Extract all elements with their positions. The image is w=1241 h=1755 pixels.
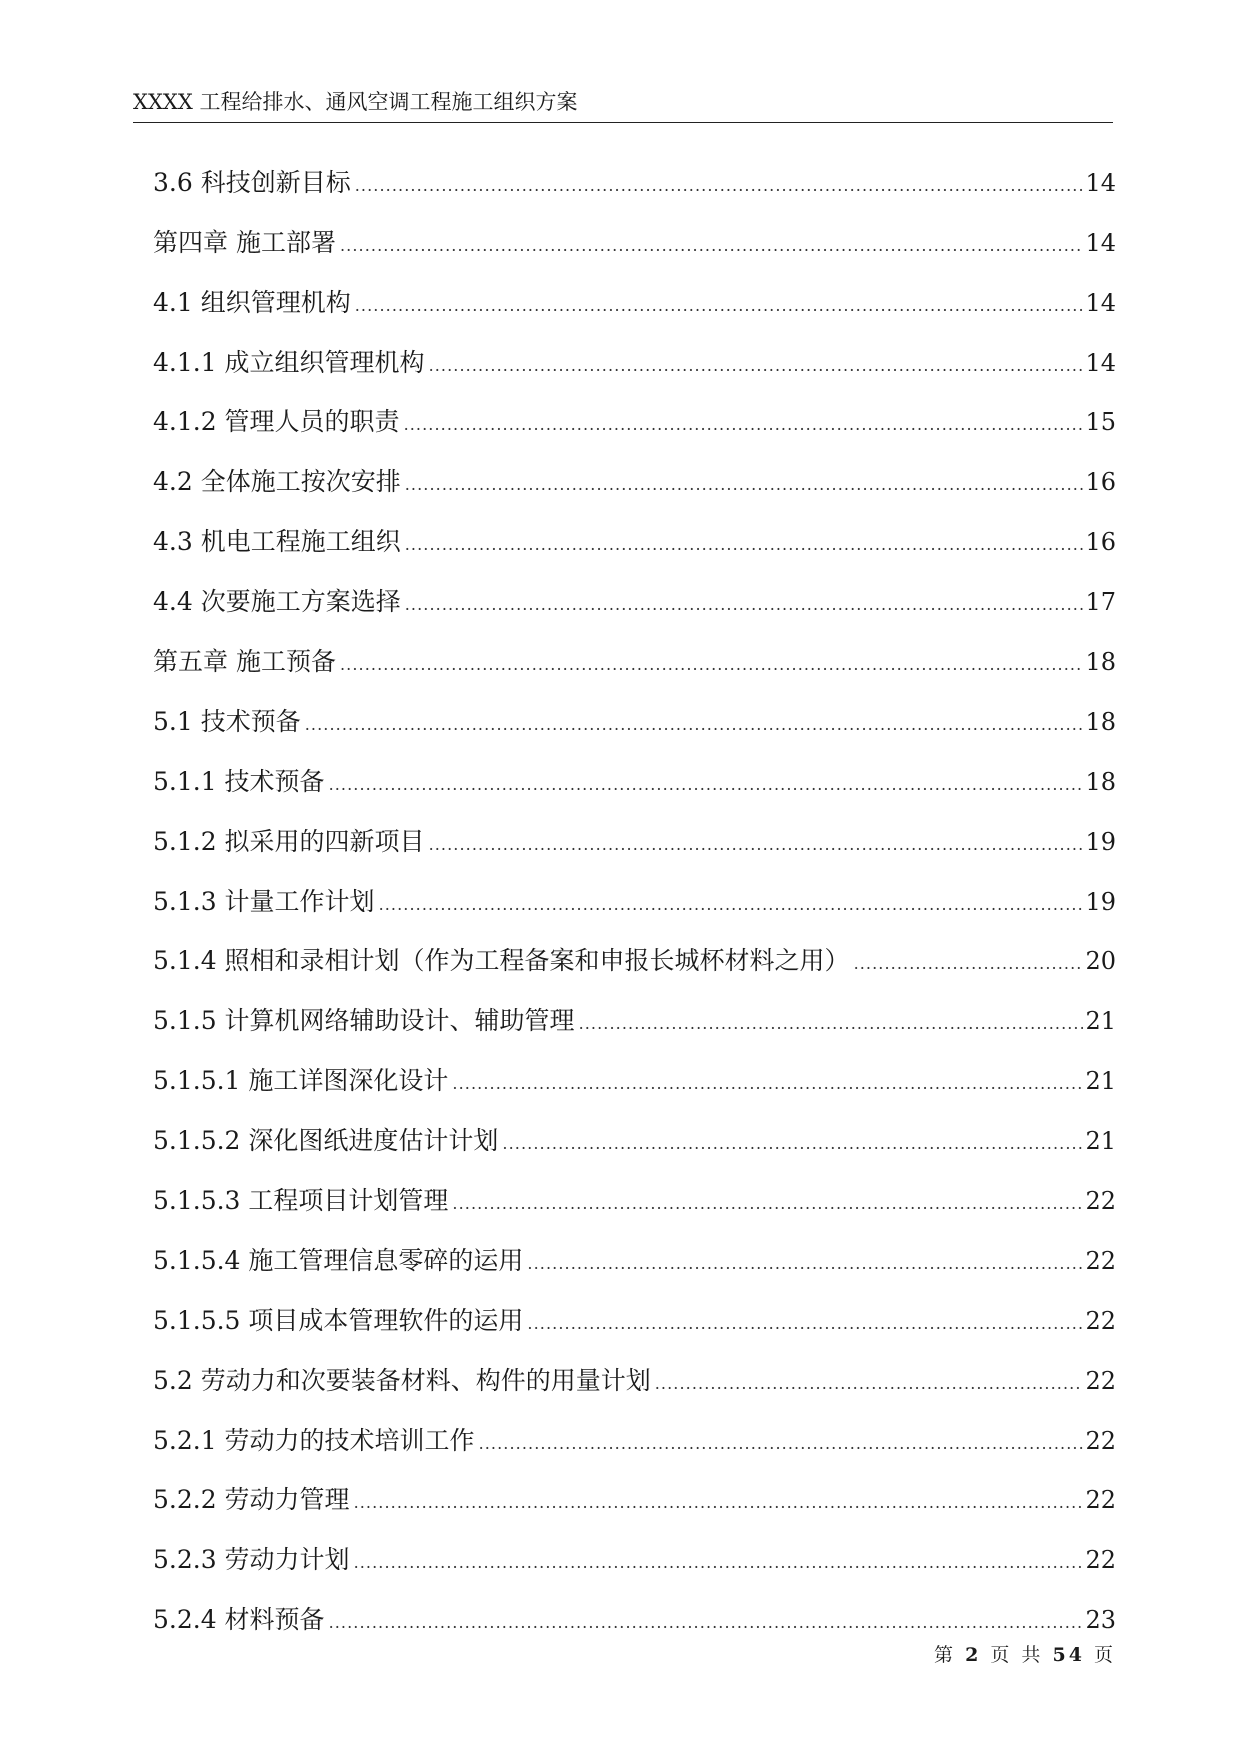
toc-entry-title: 4.1.1 成立组织管理机构	[153, 347, 425, 377]
toc-entry[interactable]	[153, 859, 1116, 919]
toc-entry-page: 22	[1085, 1486, 1116, 1515]
toc-entry-page: 17	[1085, 588, 1116, 617]
toc-entry[interactable]	[153, 1398, 1116, 1458]
toc-entry[interactable]	[153, 1338, 1116, 1398]
document-title: XXXX 工程给排水、通风空调工程施工组织方案	[133, 90, 578, 114]
toc-entry-page: 18	[1085, 648, 1116, 677]
toc-dot-leader	[655, 1370, 1084, 1398]
toc-dot-leader	[502, 1130, 1083, 1158]
toc-entry[interactable]	[153, 1098, 1116, 1158]
toc-dot-leader	[379, 891, 1084, 919]
toc-entry[interactable]	[153, 919, 1116, 979]
current-page-number: 2	[965, 1644, 982, 1666]
toc-entry-title: 4.1.2 管理人员的职责	[153, 407, 400, 437]
toc-entry[interactable]	[153, 320, 1116, 380]
toc-entry-page: 22	[1085, 1187, 1116, 1216]
toc-entry-title: 3.6 科技创新目标	[153, 167, 351, 197]
toc-entry[interactable]	[153, 679, 1116, 739]
toc-dot-leader	[405, 531, 1084, 559]
toc-entry-page: 14	[1085, 288, 1116, 317]
toc-entry-title: 5.1.5.2 深化图纸进度估计计划	[153, 1126, 499, 1156]
toc-entry-title: 5.1.5.4 施工管理信息零碎的运用	[153, 1245, 524, 1275]
toc-entry[interactable]	[153, 559, 1116, 619]
page-footer	[0, 1640, 1116, 1667]
toc-entry[interactable]	[153, 200, 1116, 260]
toc-entry-title: 第五章 施工预备	[153, 647, 336, 677]
toc-entry-title: 5.2 劳动力和次要装备材料、构件的用量计划	[153, 1365, 651, 1395]
toc-entry-page: 18	[1085, 767, 1116, 796]
toc-entry[interactable]	[153, 1038, 1116, 1098]
toc-entry-page: 22	[1085, 1306, 1116, 1335]
toc-entry-page: 14	[1085, 348, 1116, 377]
toc-entry-title: 5.1.4 照相和录相计划（作为工程备案和申报长城杯材料之用）	[153, 946, 850, 976]
toc-entry-page: 21	[1085, 1127, 1116, 1156]
toc-entry[interactable]	[153, 140, 1116, 200]
toc-entry-page: 22	[1085, 1366, 1116, 1395]
footer-suffix: 页	[1093, 1644, 1116, 1666]
toc-dot-leader	[429, 352, 1084, 380]
toc-dot-leader	[305, 711, 1084, 739]
toc-entry-title: 5.1.5.1 施工详图深化设计	[153, 1066, 449, 1096]
toc-entry[interactable]	[153, 1158, 1116, 1218]
toc-entry[interactable]	[153, 380, 1116, 440]
toc-entry-title: 5.1.5.5 项目成本管理软件的运用	[153, 1305, 524, 1335]
toc-entry-page: 21	[1085, 1007, 1116, 1036]
footer-prefix: 第	[934, 1644, 957, 1666]
toc-dot-leader	[429, 831, 1084, 859]
toc-entry[interactable]	[153, 1577, 1116, 1637]
toc-entry-title: 5.1.5 计算机网络辅助设计、辅助管理	[153, 1006, 575, 1036]
toc-entry-page: 16	[1085, 468, 1116, 497]
toc-entry-title: 4.1 组织管理机构	[153, 287, 351, 317]
toc-dot-leader	[354, 1489, 1084, 1517]
toc-entry[interactable]	[153, 1278, 1116, 1338]
toc-dot-leader	[479, 1430, 1084, 1458]
toc-dot-leader	[452, 1190, 1083, 1218]
toc-entry[interactable]	[153, 1517, 1116, 1577]
toc-dot-leader	[355, 292, 1084, 320]
toc-dot-leader	[340, 232, 1084, 260]
toc-entry-title: 5.2.1 劳动力的技术培训工作	[153, 1425, 475, 1455]
toc-entry-title: 第四章 施工部署	[153, 227, 336, 257]
toc-entry-page: 23	[1085, 1606, 1116, 1635]
toc-entry[interactable]	[153, 1218, 1116, 1278]
toc-entry-title: 5.1.5.3 工程项目计划管理	[153, 1186, 449, 1216]
toc-dot-leader	[405, 591, 1084, 619]
toc-entry-page: 20	[1085, 947, 1116, 976]
toc-entry[interactable]	[153, 739, 1116, 799]
footer-middle: 页 共	[990, 1644, 1044, 1666]
toc-entry-page: 19	[1085, 887, 1116, 916]
toc-entry-page: 18	[1085, 707, 1116, 736]
toc-dot-leader	[404, 411, 1084, 439]
toc-entry[interactable]	[153, 978, 1116, 1038]
toc-entry-title: 5.1.1 技术预备	[153, 766, 325, 796]
toc-dot-leader	[354, 1549, 1084, 1577]
table-of-contents	[153, 140, 1116, 1637]
toc-entry[interactable]	[153, 619, 1116, 679]
toc-dot-leader	[527, 1310, 1083, 1338]
toc-dot-leader	[854, 950, 1084, 978]
toc-entry[interactable]	[153, 799, 1116, 859]
toc-dot-leader	[355, 172, 1084, 200]
toc-entry-page: 15	[1085, 408, 1116, 437]
toc-entry-page: 16	[1085, 528, 1116, 557]
toc-entry-page: 22	[1085, 1246, 1116, 1275]
toc-dot-leader	[340, 651, 1084, 679]
page-header	[133, 86, 1113, 123]
toc-entry-title: 5.2.2 劳动力管理	[153, 1485, 350, 1515]
toc-entry[interactable]	[153, 260, 1116, 320]
toc-entry-title: 5.2.4 材料预备	[153, 1605, 325, 1635]
toc-entry-page: 22	[1085, 1546, 1116, 1575]
toc-dot-leader	[579, 1010, 1084, 1038]
toc-entry-page: 21	[1085, 1067, 1116, 1096]
toc-entry-title: 5.1.3 计量工作计划	[153, 886, 375, 916]
toc-entry-title: 4.2 全体施工按次安排	[153, 467, 401, 497]
toc-entry[interactable]	[153, 439, 1116, 499]
toc-dot-leader	[329, 771, 1084, 799]
total-page-count: 54	[1052, 1644, 1085, 1666]
toc-entry-title: 5.1 技术预备	[153, 706, 301, 736]
toc-entry[interactable]	[153, 499, 1116, 559]
toc-entry-title: 4.4 次要施工方案选择	[153, 587, 401, 617]
toc-entry[interactable]	[153, 1458, 1116, 1518]
toc-dot-leader	[405, 471, 1084, 499]
toc-dot-leader	[527, 1250, 1083, 1278]
toc-dot-leader	[452, 1070, 1083, 1098]
toc-entry-page: 19	[1085, 827, 1116, 856]
toc-entry-title: 4.3 机电工程施工组织	[153, 527, 401, 557]
toc-entry-page: 14	[1085, 168, 1116, 197]
toc-entry-title: 5.2.3 劳动力计划	[153, 1545, 350, 1575]
toc-entry-page: 22	[1085, 1426, 1116, 1455]
toc-entry-page: 14	[1085, 228, 1116, 257]
toc-entry-title: 5.1.2 拟采用的四新项目	[153, 826, 425, 856]
toc-dot-leader	[329, 1609, 1084, 1637]
